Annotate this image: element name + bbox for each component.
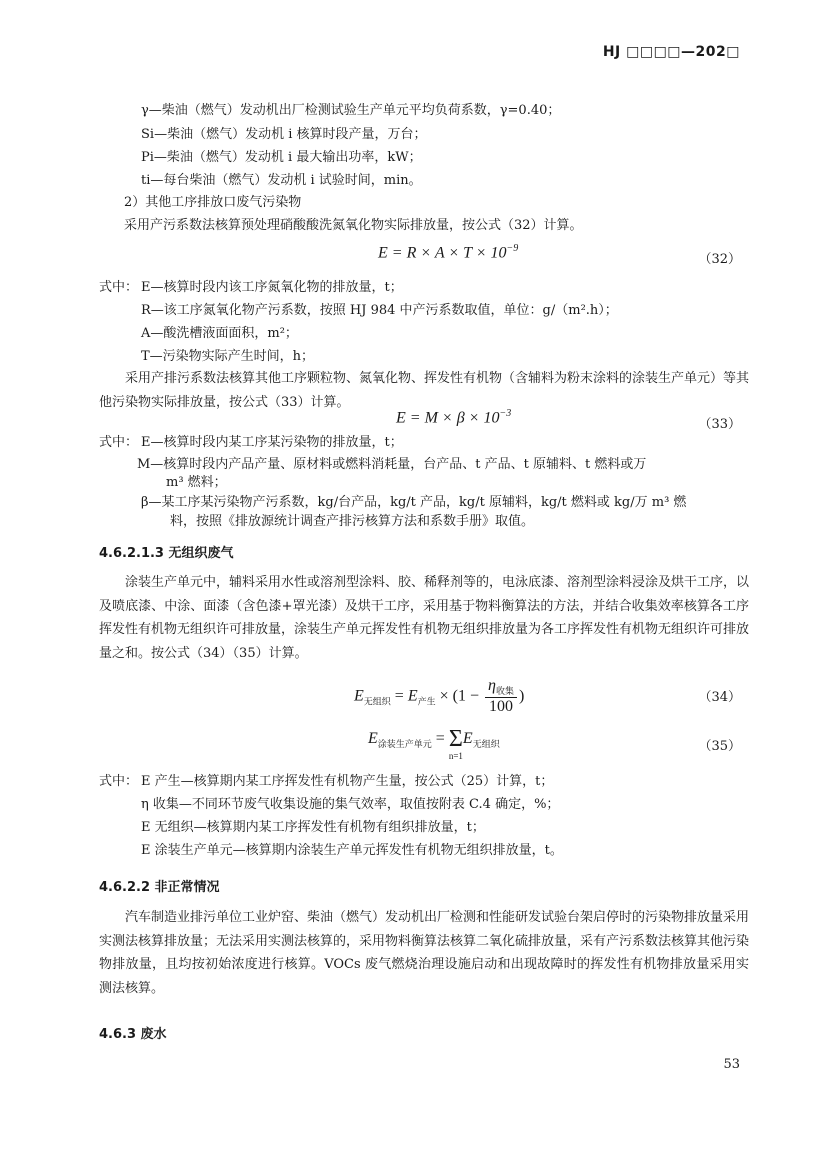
var-s: Si—柴油（燃气）发动机 i 核算时段产量，万台； [141, 127, 427, 142]
var33-e: E—核算时段内某工序某污染物的排放量，t； [141, 435, 403, 450]
eq34-equals: = [390, 687, 408, 705]
eq35-sub-unorganized: 无组织 [472, 739, 500, 750]
paragraph-unorganized: 涂装生产单元中，辅料采用水性或溶剂型涂料、胶、稀释剂等的，电泳底漆、溶剂型涂料浸涂及烘干工序，以及喷底漆、中涂、面漆（含色漆+罩光漆）及烘干工序，采用基于物料衡算法的方法，并结合收集效率核算各工序挥发性有机物无组织许可排放量，涂装生产单元挥发性有机物无组织排放量为各工序挥发性有机物无组织许可排放量之和。按公式（34）（35）计算。 [99, 575, 750, 661]
var33-m: M—核算时段内产品产量、原材料或燃料消耗量，台产品、t 产品、t 原辅料、t 燃料或万 [137, 457, 647, 472]
var32-e: E—核算时段内该工序氮氧化物的排放量，t； [141, 280, 403, 295]
eq33-exponent: −3 [499, 408, 512, 419]
var35-eta: η 收集—不同环节废气收集设施的集气效率，取值按附表 C.4 确定，%； [141, 797, 560, 812]
var35-e-unorganized: E 无组织—核算期内某工序挥发性有机物有组织排放量，t； [141, 820, 485, 835]
paragraph-eq33: 采用产排污系数法核算其他工序颗粒物、氮氧化物、挥发性有机物（含辅料为粉末涂料的涂装生产单元）等其他污染物实际排放量，按公式（33）计算。 [99, 371, 750, 410]
var-p: Pi—柴油（燃气）发动机 i 最大输出功率，kW； [141, 150, 422, 165]
sigma-symbol: Σ [448, 726, 463, 752]
var33-beta-cont: 料，按照《排放源统计调查产排污核算方法和系数手册》取值。 [170, 514, 535, 529]
var32-a: A—酸洗槽液面面积，m²； [141, 326, 298, 341]
eq34-fraction [485, 677, 517, 716]
equation-32-number: （32） [698, 252, 741, 267]
item-2-title: 2）其他工序排放口废气污染物 [124, 195, 302, 210]
eq35-e2: E [462, 730, 473, 747]
equation-33 [396, 408, 511, 427]
equation-33-number: （33） [698, 417, 741, 432]
eq34-e1: E [354, 687, 364, 705]
eq34-eta: η [488, 677, 496, 694]
equation-32 [378, 243, 518, 262]
section-heading-4621-3: 4.6.2.1.3 无组织废气 [99, 546, 234, 561]
eq35-e1: E [368, 730, 378, 747]
eq34-mult: × (1 − [435, 687, 483, 705]
eq34-sub-unorganized: 无组织 [363, 696, 391, 707]
eq35-sub-painting: 涂装生产单元 [377, 739, 432, 750]
vars32-lead: 式中： [99, 280, 139, 295]
equation-34-number: （34） [698, 690, 741, 705]
eq35-lower-limit: n=1 [448, 751, 463, 761]
eq35-equals: = [431, 730, 449, 747]
page-number: 53 [723, 1057, 740, 1072]
var33-m-cont: m³ 燃料； [166, 475, 227, 490]
document-code: HJ □□□□—202□ [602, 44, 740, 60]
eq35-sum [448, 726, 463, 761]
equation-35 [368, 726, 500, 761]
vars33-lead: 式中： [99, 435, 139, 450]
equation-35-number: （35） [698, 739, 741, 754]
eq32-body: E = R × A × T × 10 [378, 244, 507, 262]
var32-t: T—污染物实际产生时间，h； [141, 349, 315, 364]
eq33-body: E = M × β × 10 [396, 409, 500, 427]
item-2-intro: 采用产污系数法核算预处理硝酸酸洗氮氧化物实际排放量，按公式（32）计算。 [124, 218, 583, 233]
var-gamma: γ—柴油（燃气）发动机出厂检测试验生产单元平均负荷系数，γ=0.40； [141, 103, 561, 118]
eq32-exponent: −9 [506, 243, 519, 254]
equation-34 [354, 677, 524, 716]
var35-e-painting: E 涂装生产单元—核算期内涂装生产单元挥发性有机物无组织排放量，t。 [141, 843, 563, 858]
var33-beta: β—某工序某污染物产污系数，kg/台产品，kg/t 产品，kg/t 原辅料，kg/t 燃料或 kg/万 m³ 燃 [141, 495, 687, 510]
eq34-close: ) [518, 687, 525, 705]
eq34-sub-produced: 产生 [417, 696, 436, 707]
eq34-numerator [485, 677, 517, 698]
eq34-denominator: 100 [488, 698, 513, 716]
var32-r: R—该工序氮氧化物产污系数，按照 HJ 984 中产污系数取值，单位：g/（m².h）； [141, 303, 618, 318]
eq34-e2: E [407, 687, 418, 705]
section-heading-4622: 4.6.2.2 非正常情况 [99, 880, 220, 895]
eq34-sub-collect: 收集 [495, 686, 514, 697]
var-t: ti—每台柴油（燃气）发动机 i 试验时间，min。 [141, 173, 422, 188]
section-heading-463: 4.6.3 废水 [99, 1027, 167, 1042]
paragraph-abnormal: 汽车制造业排污单位工业炉窑、柴油（燃气）发动机出厂检测和性能研发试验台架启停时的污染物排放量采用实测法核算排放量；无法采用实测法核算的，采用物料衡算法核算二氧化硫排放量，采有产污系数法核算其他污染物排放量，且均按初始浓度进行核算。VOCs 废气燃烧治理设施启动和出现故障时的挥发性有机物排放量采用实测法核算。 [99, 910, 750, 996]
vars35-lead: 式中： [99, 774, 139, 789]
var35-e-produced: E 产生—核算期内某工序挥发性有机物产生量，按公式（25）计算，t； [141, 774, 554, 789]
